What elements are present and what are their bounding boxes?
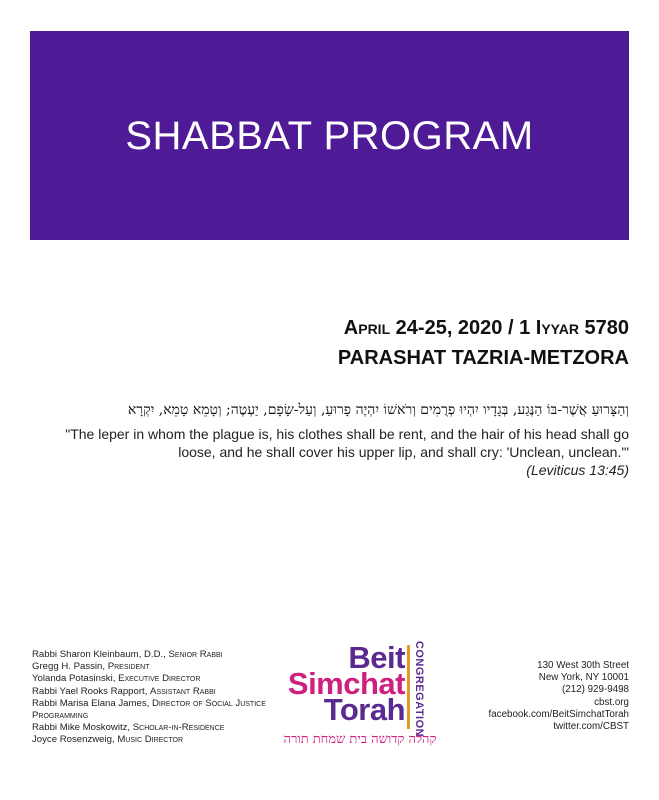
staff-item — [32, 661, 267, 673]
staff-title: Scholar-in-Residence — [132, 722, 225, 734]
logo-line-beit: Beit — [348, 640, 405, 675]
logo-congregation-label: CONGREGATION — [413, 640, 425, 738]
date-line: April 24-25, 2020 / 1 Iyyar 5780 — [343, 317, 629, 339]
verse-citation: (Leviticus 13:45) — [526, 462, 629, 478]
program-title: SHABBAT PROGRAM — [125, 114, 534, 158]
cbst-logo — [265, 640, 450, 755]
staff-title: Executive Director — [118, 673, 201, 685]
staff-item — [32, 722, 267, 734]
logo-vertical — [411, 640, 427, 738]
staff-name: Yolanda Potasinski, — [32, 673, 119, 685]
staff-name: Rabbi Yael Rooks Rapport, — [32, 685, 151, 697]
date-block — [338, 313, 629, 373]
staff-list — [32, 649, 267, 747]
staff-title: Assistant Rabbi — [150, 685, 216, 697]
staff-name: Rabbi Marisa Elana James, — [32, 697, 152, 709]
staff-name: Gregg H. Passin, — [32, 661, 108, 673]
staff-name: Rabbi Sharon Kleinbaum, D.D., — [32, 649, 169, 660]
contact-city-line: New York, NY 10001 — [538, 672, 629, 684]
english-verse: "The leper in whom the plague is, his clothes shall be rent, and the hair of his head shall go loose, and he shall cover his upper lip, and shall cry: 'Unclean, unclean.'" — [65, 426, 629, 460]
parasha-name: PARASHAT TAZRIA-METZORA — [337, 347, 629, 369]
staff-title: President — [107, 661, 150, 673]
staff-item — [32, 686, 267, 698]
contact-phone: (212) 929-9498 — [562, 684, 629, 696]
contact-twitter[interactable]: twitter.com/CBST — [553, 721, 629, 733]
contact-address-line: 130 West 30th Street — [537, 660, 629, 671]
title-banner — [30, 31, 629, 240]
staff-item — [32, 734, 267, 746]
logo-accent-bar — [407, 645, 410, 729]
logo-hebrew: קהלה קדושה בית שמחת תורה — [283, 732, 437, 747]
logo-wordmark — [265, 640, 405, 727]
logo-line-torah: Torah — [323, 692, 405, 727]
hebrew-verse: וְהַצָּרוּעַ אֲשֶׁר-בּוֹ הַנֶּגַע, בְּגָדָיו יִהְיוּ פְרֻמִים וְרֹאשׁוֹ יִהְיֶה פָרוּעַ, וְעַל-שָׂפָם, יַעְטֶה; וְטָמֵא טָמֵא, יִקְרָא — [127, 402, 629, 418]
staff-title: Music Director — [117, 734, 184, 746]
staff-item — [32, 649, 267, 661]
staff-title: Senior Rabbi — [168, 649, 223, 660]
staff-item — [32, 698, 267, 722]
staff-title: Director of Social Justice Programming — [32, 697, 266, 722]
logo-line-simchat: Simchat — [287, 666, 405, 701]
contact-facebook[interactable]: facebook.com/BeitSimchatTorah — [488, 708, 629, 720]
contact-info — [489, 660, 630, 733]
staff-name: Rabbi Mike Moskowitz, — [32, 722, 133, 734]
contact-website[interactable]: cbst.org — [594, 696, 629, 708]
staff-item — [32, 673, 267, 685]
staff-name: Joyce Rosenzweig, — [32, 734, 118, 746]
